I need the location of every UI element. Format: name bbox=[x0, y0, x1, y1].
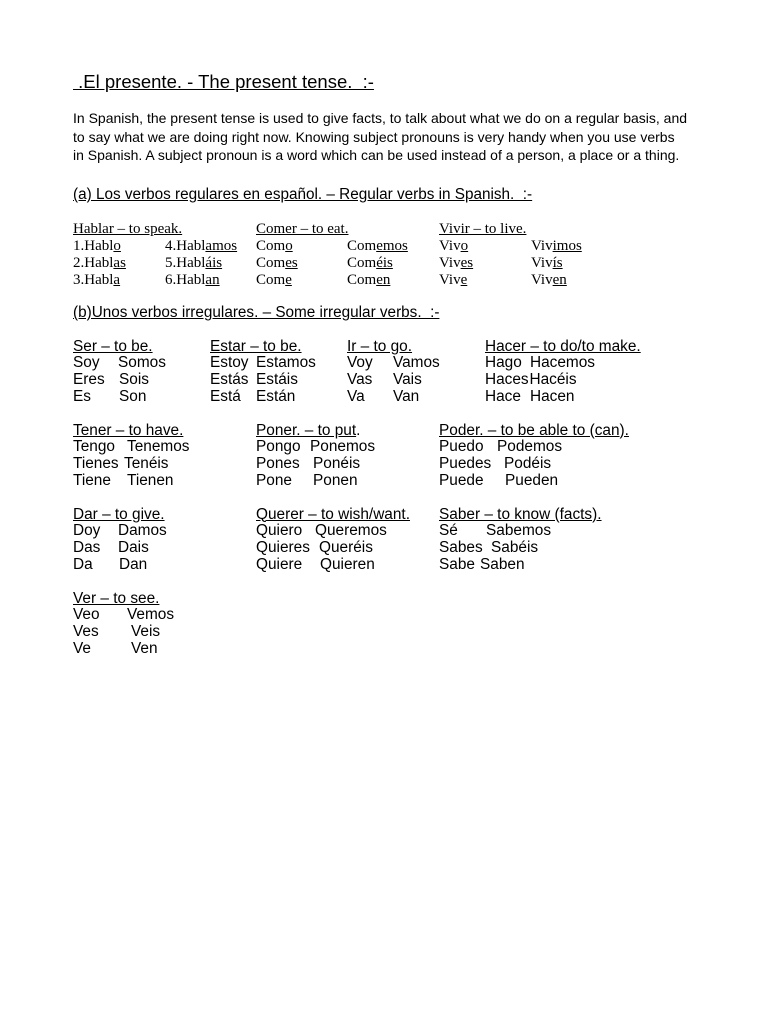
verb-form bbox=[347, 272, 390, 289]
verb-form bbox=[439, 238, 468, 255]
verb-singular: Tiene bbox=[73, 471, 111, 489]
verb-singular: Es bbox=[73, 387, 91, 405]
verb-stem: Viv bbox=[531, 272, 553, 288]
verb-plural: Podemos bbox=[497, 438, 563, 456]
verb-plural: Vais bbox=[393, 370, 422, 388]
verb-singular: Está bbox=[210, 387, 241, 405]
verb-ending: o bbox=[460, 238, 469, 254]
verb-singular: Eres bbox=[73, 370, 105, 388]
verb-row bbox=[439, 456, 639, 473]
verb-row bbox=[439, 439, 639, 456]
verb-singular: Puede bbox=[439, 471, 484, 489]
verb-plural: Dan bbox=[119, 555, 148, 573]
verb-plural: Son bbox=[119, 387, 147, 405]
verb-singular: Ve bbox=[73, 639, 91, 657]
verb-title: Ver – to see. bbox=[73, 589, 160, 607]
verb-title: Dar – to give. bbox=[73, 505, 165, 523]
verb-form bbox=[531, 238, 582, 255]
verb-singular: Da bbox=[73, 555, 93, 573]
verb-ending: es bbox=[460, 255, 474, 271]
verb-ending: e bbox=[285, 272, 292, 288]
verb-ending: en bbox=[552, 272, 567, 288]
verb-ending: o bbox=[113, 238, 121, 254]
verb-row bbox=[73, 523, 273, 540]
verb-plural: Saben bbox=[480, 555, 525, 573]
verb-plural: Vamos bbox=[393, 354, 440, 372]
verb-row bbox=[73, 456, 273, 473]
irregular-verb-poner bbox=[256, 423, 456, 490]
verb-singular: Sabes bbox=[439, 538, 483, 556]
verb-plural: Tenemos bbox=[127, 438, 190, 456]
verb-singular: Vas bbox=[347, 370, 373, 388]
verb-title bbox=[256, 423, 360, 440]
verb-singular: Doy bbox=[73, 522, 101, 540]
verb-plural: Tenéis bbox=[124, 454, 169, 472]
verb-ending: emos bbox=[376, 238, 408, 254]
verb-singular: Pongo bbox=[256, 438, 301, 456]
regular-verb-hablar bbox=[73, 221, 253, 291]
verb-singular: Va bbox=[347, 387, 365, 405]
verb-singular: Puedes bbox=[439, 454, 492, 472]
verb-singular: Voy bbox=[347, 354, 373, 372]
verb-stem: Viv bbox=[531, 255, 553, 271]
verb-singular: Tengo bbox=[73, 438, 115, 456]
verb-plural: Van bbox=[393, 387, 420, 405]
verb-ending: imos bbox=[552, 238, 582, 254]
verb-ending: an bbox=[205, 272, 220, 288]
verb-plural: Ven bbox=[131, 639, 158, 657]
verb-form bbox=[347, 238, 408, 255]
verb-plural: Sabéis bbox=[491, 538, 539, 556]
verb-stem: 6.Habl bbox=[165, 272, 206, 288]
verb-plural: Quieren bbox=[320, 555, 375, 573]
verb-title: Ir – to go. bbox=[347, 337, 413, 355]
verb-form bbox=[439, 255, 473, 272]
page-title: .El presente. - The present tense. :- bbox=[73, 71, 374, 92]
verb-plural: Queréis bbox=[319, 538, 373, 556]
verb-row bbox=[256, 540, 456, 557]
verb-title: Comer – to eat. bbox=[256, 221, 349, 237]
verb-plural: Damos bbox=[118, 522, 167, 540]
verb-plural: Están bbox=[256, 387, 296, 405]
verb-form bbox=[439, 272, 467, 289]
verb-plural: Veis bbox=[131, 622, 161, 640]
intro-line: In Spanish, the present tense is used to give facts, to talk about what we do on a regular basis, and bbox=[73, 110, 688, 126]
verb-plural: Queremos bbox=[315, 522, 387, 540]
verb-row bbox=[73, 473, 273, 490]
verb-ending: o bbox=[285, 238, 293, 254]
verb-form bbox=[531, 255, 563, 272]
regular-verb-comer bbox=[256, 221, 436, 291]
verb-form bbox=[531, 272, 567, 289]
verb-row bbox=[256, 473, 456, 490]
verb-singular: Haces bbox=[485, 370, 529, 388]
verb-stem: 4.Habl bbox=[165, 238, 206, 254]
verb-ending: as bbox=[113, 255, 126, 271]
verb-plural: Podéis bbox=[504, 454, 552, 472]
verb-stem: 1.Habl bbox=[73, 238, 114, 254]
verb-row bbox=[73, 641, 273, 658]
verb-stem: Com bbox=[347, 238, 377, 254]
verb-singular: Estás bbox=[210, 370, 249, 388]
irregular-verb-ver bbox=[73, 591, 273, 658]
verb-singular: Pone bbox=[256, 471, 292, 489]
verb-ending: éis bbox=[376, 255, 393, 271]
verb-form bbox=[256, 272, 292, 289]
verb-stem: Com bbox=[256, 272, 286, 288]
verb-title: Querer – to wish/want. bbox=[256, 505, 410, 523]
verb-plural: Estamos bbox=[256, 354, 316, 372]
verb-plural: Sois bbox=[119, 370, 149, 388]
verb-plural: Ponen bbox=[313, 471, 358, 489]
verb-form bbox=[165, 255, 222, 272]
verb-title: Tener – to have. bbox=[73, 421, 184, 439]
section-b-heading: (b)Unos verbos irregulares. – Some irregular verbs. :- bbox=[73, 304, 440, 321]
verb-singular: Quiere bbox=[256, 555, 303, 573]
verb-plural: Ponemos bbox=[310, 438, 376, 456]
irregular-verb-poder bbox=[439, 423, 639, 490]
verb-stem: 2.Habl bbox=[73, 255, 114, 271]
verb-title-text: Poner. – to put bbox=[256, 421, 357, 439]
verb-plural: Hacen bbox=[530, 387, 575, 405]
verb-title: Poder. – to be able to (can). bbox=[439, 421, 629, 439]
verb-row bbox=[485, 389, 685, 406]
verb-singular: Tienes bbox=[73, 454, 119, 472]
regular-verb-vivir bbox=[439, 221, 619, 291]
verb-stem: Viv bbox=[439, 238, 461, 254]
verb-stem: 3.Habl bbox=[73, 272, 114, 288]
verb-plural: Tienen bbox=[127, 471, 174, 489]
intro-line: to say what we are doing right now. Knowing subject pronouns is very handy when you use verbs bbox=[73, 128, 675, 145]
verb-singular: Veo bbox=[73, 606, 100, 624]
verb-plural: Estáis bbox=[256, 370, 298, 388]
verb-singular: Pones bbox=[256, 454, 300, 472]
verb-row bbox=[485, 372, 685, 389]
verb-ending: amos bbox=[205, 238, 238, 254]
verb-stem: Com bbox=[347, 272, 377, 288]
verb-form bbox=[165, 272, 220, 289]
verb-singular: Hace bbox=[485, 387, 521, 405]
verb-row bbox=[439, 540, 639, 557]
verb-ending: a bbox=[113, 272, 121, 288]
verb-row bbox=[73, 557, 273, 574]
verb-plural: Sabemos bbox=[486, 522, 552, 540]
verb-plural: Ponéis bbox=[313, 454, 361, 472]
verb-row bbox=[256, 439, 456, 456]
verb-row bbox=[485, 355, 685, 372]
verb-row bbox=[73, 607, 273, 624]
verb-form bbox=[73, 255, 126, 272]
verb-form bbox=[165, 238, 237, 255]
verb-form bbox=[256, 255, 298, 272]
verb-row bbox=[73, 624, 273, 641]
verb-ending: en bbox=[376, 272, 391, 288]
verb-singular: Das bbox=[73, 538, 101, 556]
irregular-verb-querer bbox=[256, 507, 456, 574]
verb-title: Hablar – to speak. bbox=[73, 221, 183, 237]
intro-paragraph bbox=[73, 109, 687, 165]
verb-stem: Com bbox=[256, 255, 286, 271]
verb-title: Hacer – to do/to make. bbox=[485, 337, 641, 355]
verb-ending: ís bbox=[552, 255, 563, 271]
verb-plural: Hacemos bbox=[530, 354, 596, 372]
irregular-verb-dar bbox=[73, 507, 273, 574]
verb-singular: Ves bbox=[73, 622, 99, 640]
intro-line: in Spanish. A subject pronoun is a word which can be used instead of a person, a place or a thing. bbox=[73, 147, 680, 163]
verb-stem: Viv bbox=[439, 255, 461, 271]
verb-stem: Viv bbox=[531, 238, 553, 254]
verb-row bbox=[439, 523, 639, 540]
irregular-verb-saber bbox=[439, 507, 639, 574]
verb-ending: áis bbox=[205, 255, 223, 271]
verb-row bbox=[439, 473, 639, 490]
verb-singular: Quiero bbox=[256, 522, 303, 540]
verb-plural: Hacéis bbox=[529, 370, 577, 388]
verb-title: Estar – to be. bbox=[210, 337, 302, 355]
verb-title: Saber – to know (facts). bbox=[439, 505, 602, 523]
verb-title-suffix: . bbox=[356, 421, 361, 439]
verb-form bbox=[73, 238, 121, 255]
verb-row bbox=[73, 540, 273, 557]
verb-singular: Sé bbox=[439, 522, 458, 540]
verb-plural: Pueden bbox=[505, 471, 559, 489]
verb-plural: Dais bbox=[118, 538, 149, 556]
irregular-verb-tener bbox=[73, 423, 273, 490]
verb-ending: e bbox=[460, 272, 468, 288]
verb-row bbox=[439, 557, 639, 574]
verb-row bbox=[256, 523, 456, 540]
verb-row bbox=[256, 557, 456, 574]
verb-title: Ser – to be. bbox=[73, 337, 153, 355]
verb-form bbox=[347, 255, 393, 272]
verb-singular: Hago bbox=[485, 354, 522, 372]
verb-stem: Com bbox=[347, 255, 377, 271]
verb-stem: 5.Habl bbox=[165, 255, 206, 271]
verb-row bbox=[256, 456, 456, 473]
verb-ending: es bbox=[285, 255, 298, 271]
section-a-heading: (a) Los verbos regulares en español. – Regular verbs in Spanish. :- bbox=[73, 186, 533, 203]
verb-singular: Soy bbox=[73, 354, 100, 372]
verb-form bbox=[73, 272, 120, 289]
verb-plural: Vemos bbox=[127, 606, 175, 624]
verb-stem: Viv bbox=[439, 272, 461, 288]
irregular-verb-hacer bbox=[485, 339, 685, 406]
verb-singular: Quieres bbox=[256, 538, 310, 556]
verb-singular: Sabe bbox=[439, 555, 475, 573]
verb-plural: Somos bbox=[118, 354, 166, 372]
verb-row bbox=[73, 439, 273, 456]
verb-title: Vivir – to live. bbox=[439, 221, 527, 237]
verb-singular: Estoy bbox=[210, 354, 249, 372]
verb-form bbox=[256, 238, 293, 255]
verb-stem: Com bbox=[256, 238, 286, 254]
verb-singular: Puedo bbox=[439, 438, 484, 456]
